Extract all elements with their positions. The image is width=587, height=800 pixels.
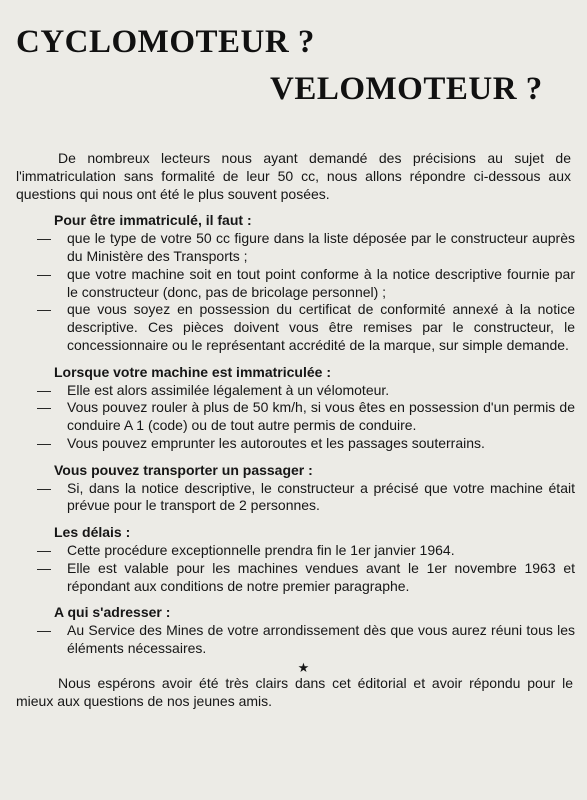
section <box>37 364 575 453</box>
list-item-text: Vous pouvez rouler à plus de 50 km/h, si vous êtes en possession d'un permis de conduire A 1 (code) ou de tout autre permis de conduire. <box>67 399 575 434</box>
list-item-text: Vous pouvez emprunter les autoroutes et les passages souterrains. <box>67 434 485 451</box>
section-heading: A qui s'adresser : <box>54 604 171 621</box>
list-item-text: que le type de votre 50 cc figure dans la liste déposée par le constructeur auprès du Ministère des Transports ; <box>67 230 575 264</box>
intro-paragraph: De nombreux lecteurs nous ayant demandé des précisions au sujet de l'immatriculation sans formalité de leur 50 cc, nous allons répondre ci-dessous aux questions qui nous ont été le plus souvent posées. <box>16 150 571 202</box>
list-item-text: Elle est valable pour les machines vendues avant le 1er novembre 1963 et répondant aux conditions de notre premier paragraphe. <box>67 559 575 594</box>
section-heading: Les délais : <box>54 524 131 541</box>
star-separator: ★ <box>297 659 310 675</box>
list-item <box>37 266 575 302</box>
section <box>37 212 575 354</box>
dash-bullet: — <box>37 434 51 451</box>
list-item <box>37 230 575 266</box>
dash-bullet: — <box>37 541 51 558</box>
dash-bullet: — <box>37 479 51 496</box>
list-item-text: que vous soyez en possession du certificat de conformité annexé à la notice descriptive. Ces pièces doivent vous être remises par le constructeur, le concessionnaire ou le représentant accrédité de la marque, sur simple demande. <box>67 301 575 353</box>
title-line-2: VELOMOTEUR ? <box>270 71 543 107</box>
dash-bullet: — <box>37 399 51 416</box>
dash-bullet: — <box>37 265 51 282</box>
dash-bullet: — <box>37 230 51 247</box>
section <box>37 604 575 657</box>
list-item <box>37 301 575 354</box>
section <box>37 524 575 595</box>
list-item <box>37 435 575 453</box>
section <box>37 462 575 515</box>
list-item <box>37 560 575 596</box>
list-item-text: Au Service des Mines de votre arrondissement dès que vous aurez réuni tous les éléments nécessaires. <box>67 622 575 656</box>
list-item <box>37 542 575 560</box>
article-body <box>0 150 587 710</box>
section-heading: Pour être immatriculé, il faut : <box>54 212 252 229</box>
dash-bullet: — <box>37 622 51 639</box>
closing-paragraph: Nous espérons avoir été très clairs dans cet éditorial et avoir répondu pour le mieux aux questions de nos jeunes amis. <box>16 674 573 709</box>
dash-bullet: — <box>37 559 51 576</box>
list-item-text: Si, dans la notice descriptive, le constructeur a précisé que votre machine était prévue pour le transport de 2 personnes. <box>67 479 575 514</box>
list-item <box>37 622 575 658</box>
section-heading: Lorsque votre machine est immatriculée : <box>54 363 331 380</box>
list-item <box>37 399 575 435</box>
section-heading: Vous pouvez transporter un passager : <box>54 461 313 478</box>
dash-bullet: — <box>37 381 51 398</box>
sections-container <box>0 212 587 657</box>
list-item <box>37 480 575 516</box>
list-item-text: que votre machine soit en tout point conforme à la notice descriptive fournie par le constructeur (donc, pas de bricolage personnel) ; <box>67 265 575 300</box>
list-item <box>37 382 575 400</box>
list-item-text: Elle est alors assimilée légalement à un vélomoteur. <box>67 381 390 398</box>
title-line-1: CYCLOMOTEUR ? <box>16 24 315 60</box>
dash-bullet: — <box>37 301 51 318</box>
list-item-text: Cette procédure exceptionnelle prendra fin le 1er janvier 1964. <box>67 541 455 558</box>
